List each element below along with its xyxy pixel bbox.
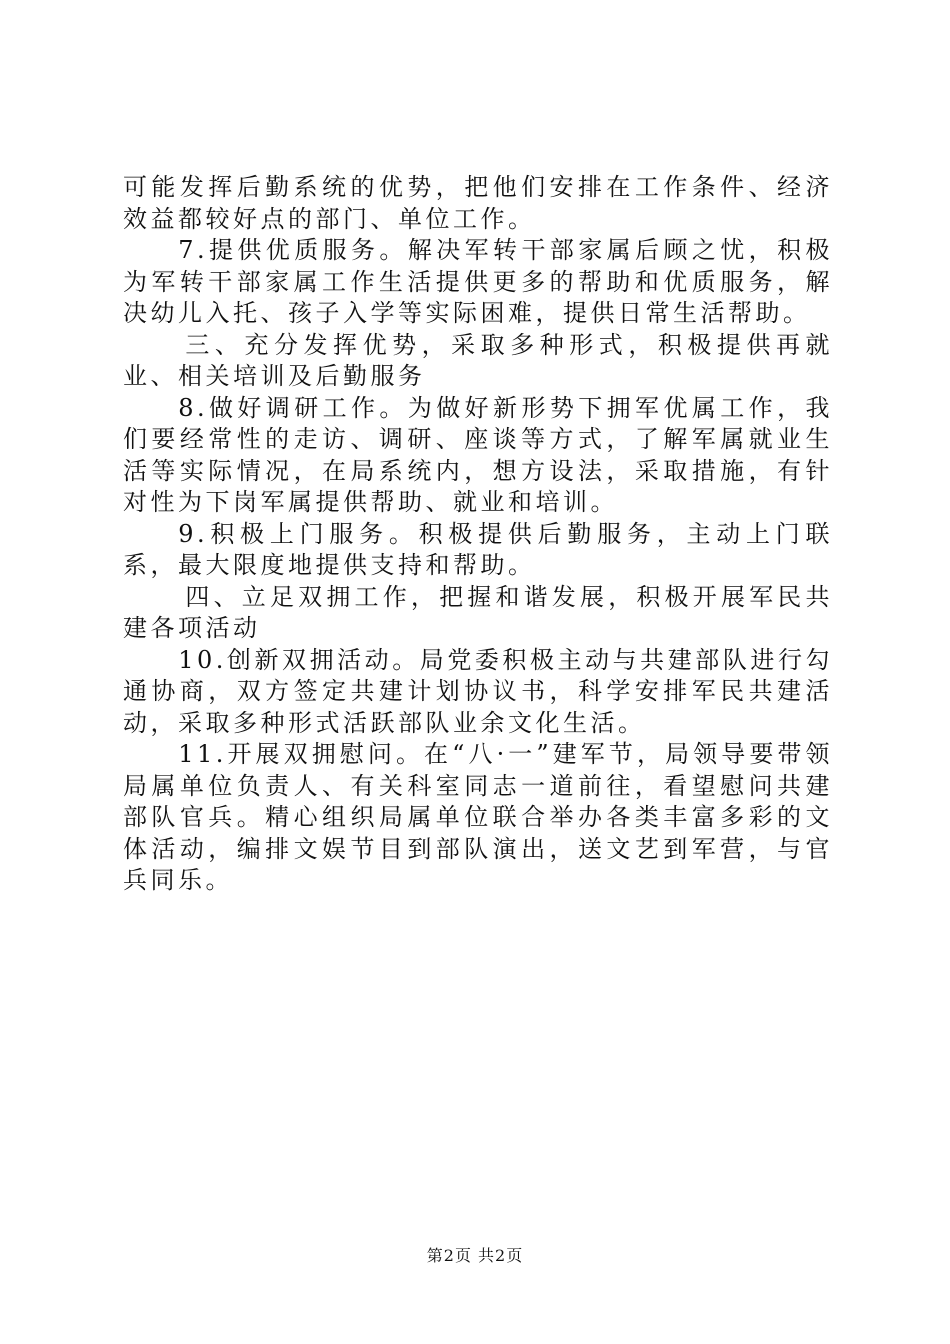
section-heading-3: 三、充分发挥优势，采取多种形式，积极提供再就业、相关培训及后勤服务: [123, 330, 833, 390]
page-number-footer: 第2页 共2页: [426, 1246, 524, 1265]
paragraph-item-7: 7.提供优质服务。解决军转干部家属后顾之忧，积极为军转干部家属工作生活提供更多的帮助和优质服务，解决幼儿入托、孩子入学等实际困难，提供日常生活帮助。: [123, 236, 833, 327]
paragraph-item-10: 10.创新双拥活动。局党委积极主动与共建部队进行勾通协商，双方签定共建计划协议书，科学安排军民共建活动，采取多种形式活跃部队业余文化生活。: [123, 645, 833, 737]
paragraph-item-8: 8.做好调研工作。为做好新形势下拥军优属工作，我们要经常性的走访、调研、座谈等方式，了解军属就业生活等实际情况，在局系统内，想方设法，采取措施，有针对性为下岗军属提供帮助、就业和培训。: [123, 393, 833, 516]
paragraph-continuation: 可能发挥后勤系统的优势，把他们安排在工作条件、经济效益都较好点的部门、单位工作。: [123, 173, 833, 233]
paragraph-item-9: 9.积极上门服务。积极提供后勤服务，主动上门联系，最大限度地提供支持和帮助。: [123, 519, 833, 579]
paragraph-item-11: 11.开展双拥慰问。在“八·一”建军节，局领导要带领局属单位负责人、有关科室同志一道前往，看望慰问共建部队官兵。精心组织局属单位联合举办各类丰富多彩的文体活动，编排文娱节目到部队演出，送文艺到军营，与官兵同乐。: [123, 740, 833, 894]
section-heading-4: 四、立足双拥工作，把握和谐发展，积极开展军民共建各项活动: [123, 582, 833, 642]
document-body: [123, 172, 833, 897]
